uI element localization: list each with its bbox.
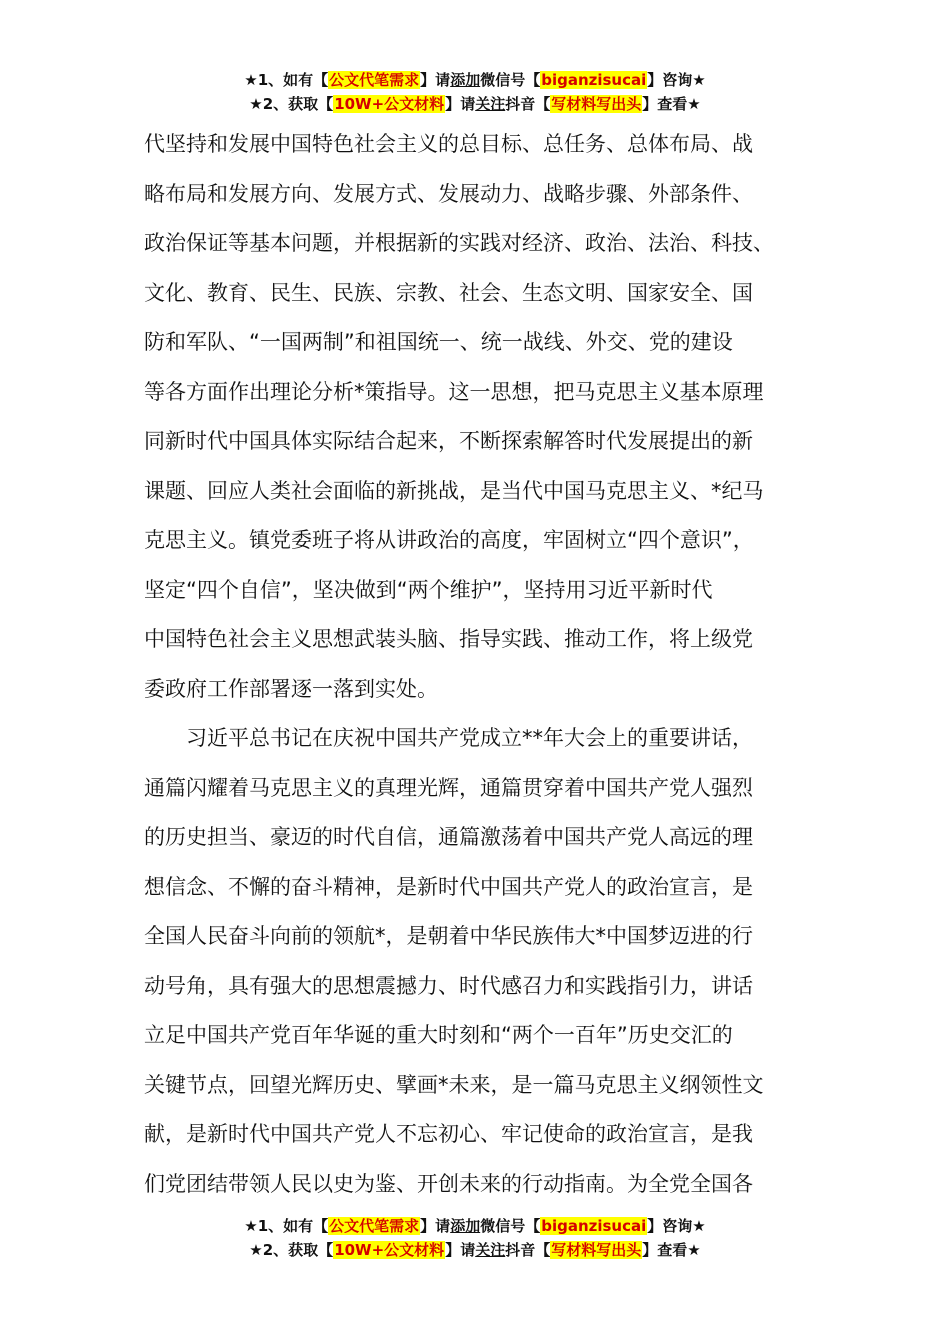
- banner-text: 】请: [445, 1241, 476, 1259]
- banner-text: 】请: [445, 95, 476, 113]
- banner-text: 微信号【: [480, 71, 541, 89]
- banner-line-2: [0, 92, 950, 116]
- header-banner: [0, 68, 950, 116]
- text-line: 政治保证等基本问题，并根据新的实践对经济、政治、法治、科技、: [144, 231, 774, 255]
- banner-text: 抖音【: [505, 1241, 551, 1259]
- text-line: 坚定“四个自信”，坚决做到“两个维护”，坚持用习近平新时代: [144, 577, 713, 602]
- text-line: 献，是新时代中国共产党人不忘初心、牢记使命的政治宣言，是我: [144, 1122, 753, 1146]
- underlined-text: 添加: [450, 71, 481, 89]
- banner-line-2: [0, 1238, 950, 1262]
- text-line: 课题、回应人类社会面临的新挑战，是当代中国马克思主义、*纪马: [144, 478, 764, 503]
- banner-text: 】请: [420, 71, 451, 89]
- highlight-text: 写材料写出头: [551, 1241, 642, 1259]
- banner-line-1: [0, 68, 950, 92]
- text-line: 文化、教育、民生、民族、宗教、社会、生态文明、国家安全、国: [144, 280, 753, 305]
- text-line: 的历史担当、豪迈的时代自信，通篇激荡着中国共产党人高远的理: [144, 825, 753, 849]
- text-line: 全国人民奋斗向前的领航*，是朝着中华民族伟大*中国梦迈进的行: [144, 924, 753, 948]
- text-line: 克思主义。镇党委班子将从讲政治的高度，牢固树立“四个意识”，: [144, 528, 754, 552]
- text-line: 们党团结带领人民以史为鉴、开创未来的行动指南。为全党全国各: [144, 1171, 753, 1196]
- highlight-text: 10W+公文材料: [334, 95, 445, 113]
- document-body: [144, 120, 808, 1209]
- underlined-text: 关注: [475, 95, 506, 113]
- text-line: 习近平总书记在庆祝中国共产党成立**年大会上的重要讲话，: [144, 726, 753, 750]
- banner-text: 】咨询★: [647, 1217, 706, 1235]
- text-line: 通篇闪耀着马克思主义的真理光辉，通篇贯穿着中国共产党人强烈: [144, 775, 753, 800]
- text-line: 同新时代中国具体实际结合起来，不断探索解答时代发展提出的新: [144, 429, 753, 453]
- text-line: 代坚持和发展中国特色社会主义的总目标、总任务、总体布局、战: [144, 132, 753, 156]
- banner-line-1: [0, 1214, 950, 1238]
- text-line: 动号角，具有强大的思想震撼力、时代感召力和实践指引力，讲话: [144, 973, 753, 998]
- underlined-text: 添加: [450, 1217, 481, 1235]
- text-line: 立足中国共产党百年华诞的重大时刻和“两个一百年”历史交汇的: [144, 1023, 733, 1047]
- banner-text: 】请: [420, 1217, 451, 1235]
- banner-text: ★1、如有【: [244, 1217, 329, 1235]
- highlight-text: 10W+公文材料: [334, 1241, 445, 1259]
- banner-text: ★2、获取【: [249, 95, 334, 113]
- text-line: 防和军队、“一国两制”和祖国统一、统一战线、外交、党的建设: [144, 330, 733, 354]
- text-line: 等各方面作出理论分析*策指导。这一思想，把马克思主义基本原理: [144, 379, 764, 404]
- highlight-text: 公文代笔需求: [329, 71, 420, 89]
- banner-text: 】查看★: [642, 95, 701, 113]
- banner-text: 抖音【: [505, 95, 551, 113]
- text-line: 想信念、不懈的奋斗精神，是新时代中国共产党人的政治宣言，是: [144, 874, 753, 899]
- text-line: 中国特色社会主义思想武装头脑、指导实践、推动工作，将上级党: [144, 627, 753, 651]
- underlined-text: 关注: [475, 1241, 506, 1259]
- highlight-text: biganzisucai: [541, 71, 647, 89]
- banner-text: 微信号【: [480, 1217, 541, 1235]
- text-line: 委政府工作部署逐一落到实处。: [144, 676, 438, 701]
- footer-banner: [0, 1214, 950, 1262]
- banner-text: 】查看★: [642, 1241, 701, 1259]
- highlight-text: 写材料写出头: [551, 95, 642, 113]
- highlight-text: 公文代笔需求: [329, 1217, 420, 1235]
- highlight-text: biganzisucai: [541, 1217, 647, 1235]
- text-line: 略布局和发展方向、发展方式、发展动力、战略步骤、外部条件、: [144, 181, 753, 206]
- banner-text: ★1、如有【: [244, 71, 329, 89]
- banner-text: ★2、获取【: [249, 1241, 334, 1259]
- banner-text: 】咨询★: [647, 71, 706, 89]
- text-line: 关键节点，回望光辉历史、擘画*未来，是一篇马克思主义纲领性文: [144, 1072, 764, 1097]
